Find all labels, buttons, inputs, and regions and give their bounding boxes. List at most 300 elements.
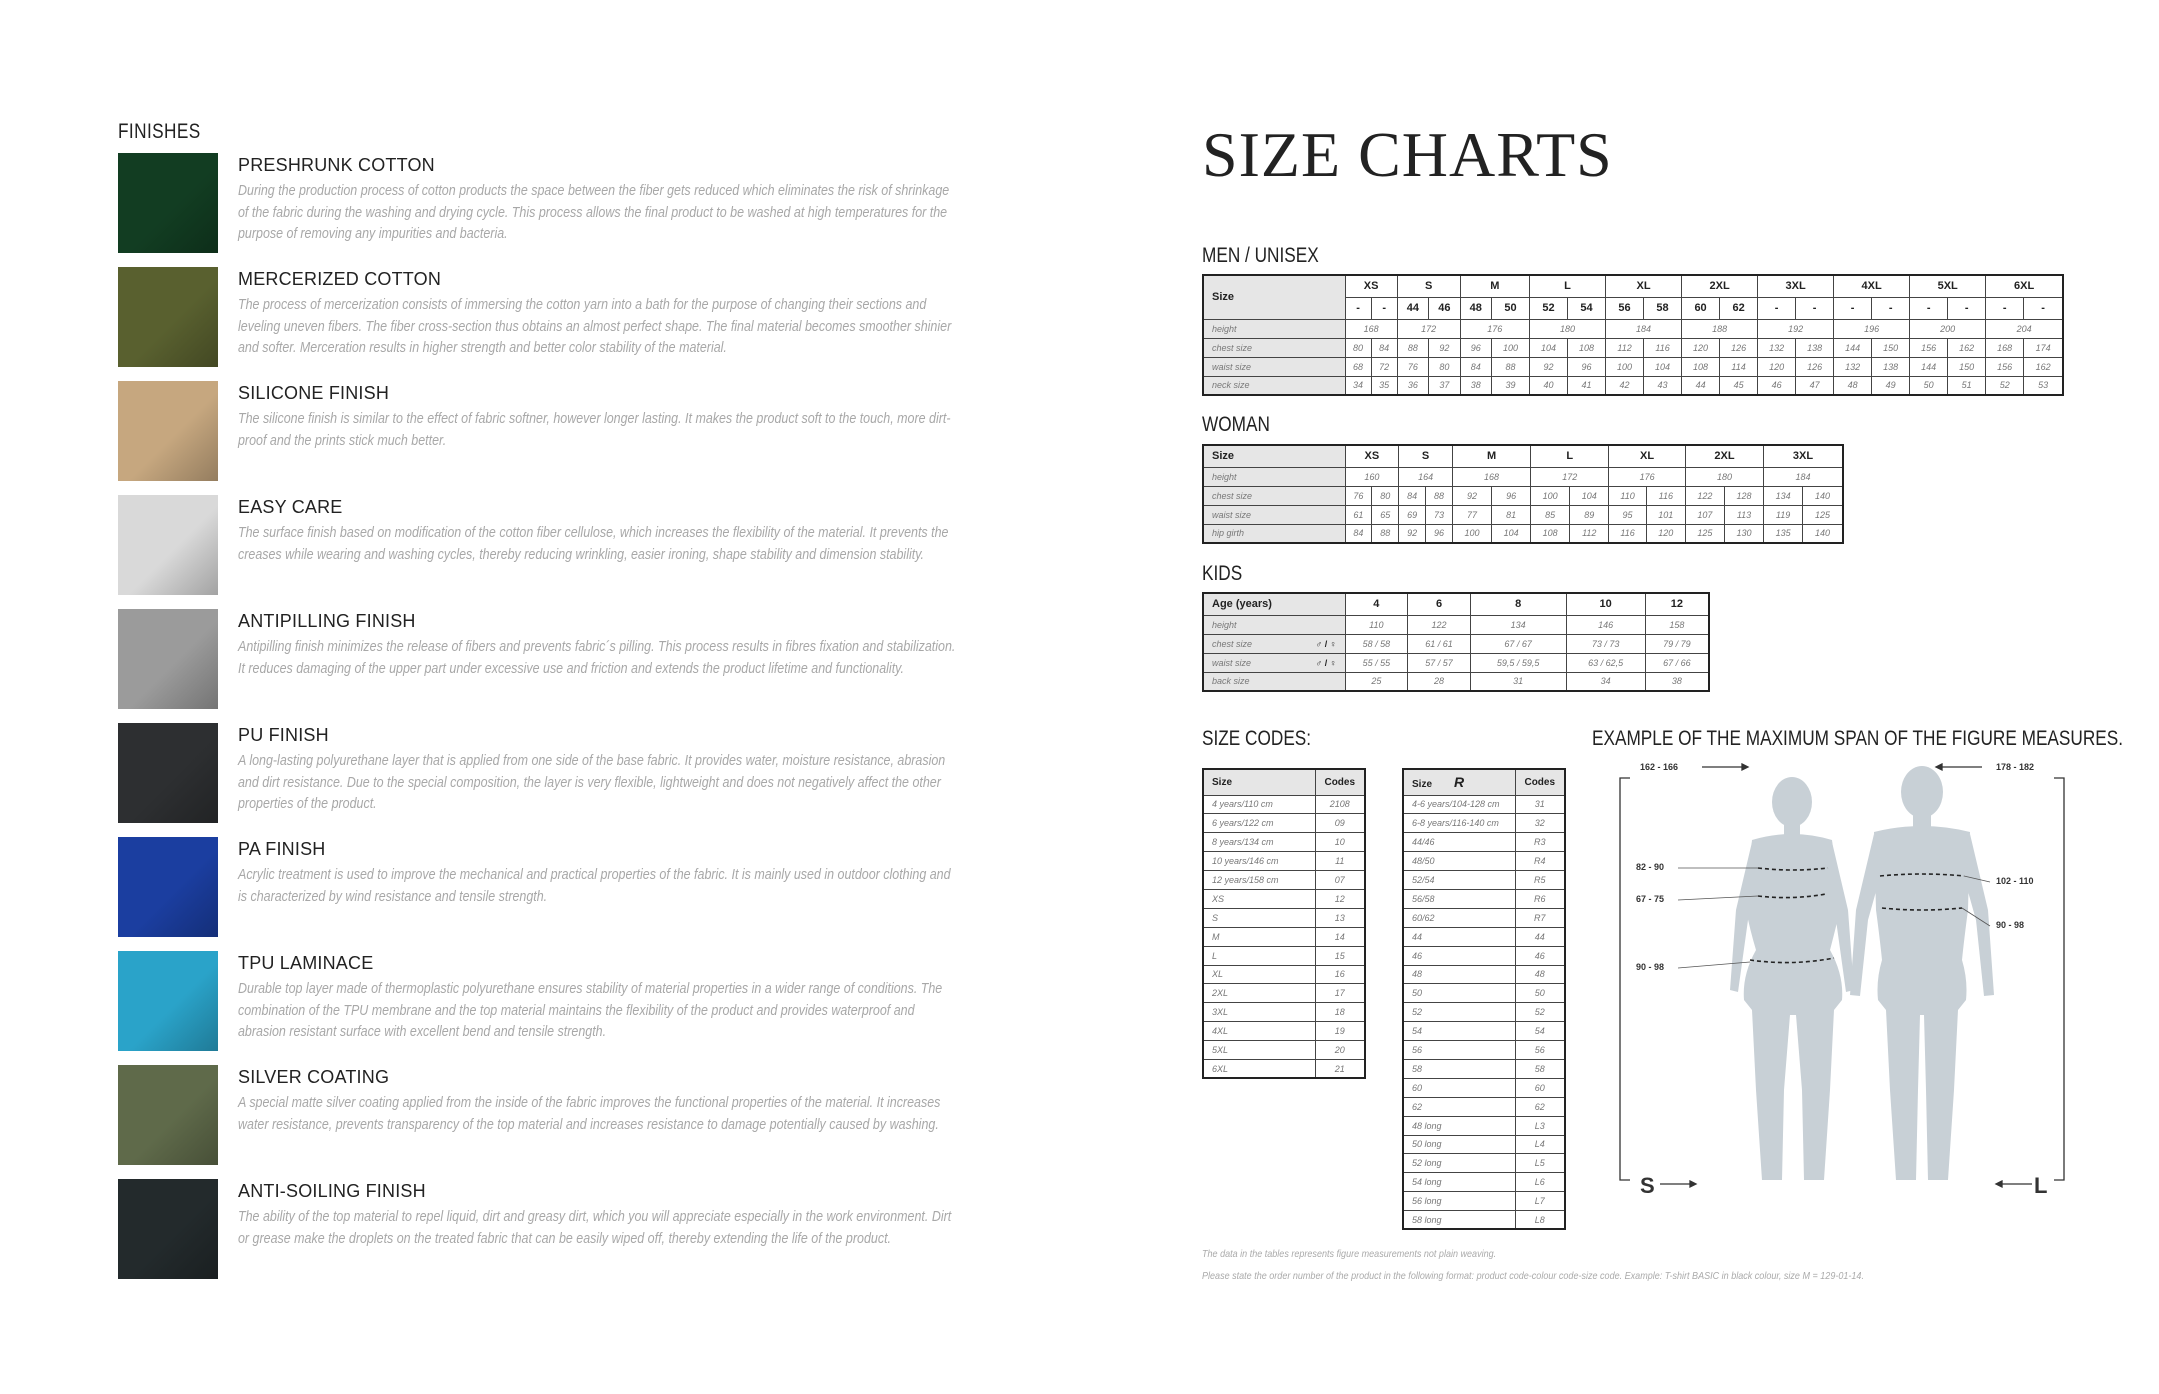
size-header: M bbox=[1452, 445, 1530, 467]
measure-value: 96 bbox=[1492, 486, 1531, 505]
woman-title-text: WOMAN bbox=[1202, 413, 1270, 436]
codes-size: 44 bbox=[1403, 927, 1515, 946]
codes-code: 18 bbox=[1315, 1003, 1365, 1022]
finish-title: TPU LAMINACE bbox=[238, 953, 374, 973]
measure-value: 125 bbox=[1685, 524, 1724, 543]
measure-value: 52 bbox=[1986, 376, 2024, 395]
codes-code: 48 bbox=[1515, 965, 1565, 984]
codes-code: 10 bbox=[1315, 833, 1365, 852]
measure-value: 46 bbox=[1758, 376, 1796, 395]
measure-row bbox=[1203, 319, 2063, 338]
codes-size: 52 bbox=[1403, 1003, 1515, 1022]
measure-value: 96 bbox=[1568, 357, 1606, 376]
codes-code-header: Codes bbox=[1315, 769, 1365, 795]
codes-size: 56 long bbox=[1403, 1192, 1515, 1211]
measure-value: 108 bbox=[1531, 524, 1570, 543]
measure-value: 107 bbox=[1685, 505, 1724, 524]
codes-row bbox=[1403, 927, 1565, 946]
size-codes-table-1 bbox=[1202, 768, 1366, 1079]
finish-item bbox=[118, 837, 958, 937]
measure-value: 43 bbox=[1644, 376, 1682, 395]
codes-row bbox=[1403, 965, 1565, 984]
measure-value: 204 bbox=[1986, 319, 2063, 338]
codes-size: 6 years/122 cm bbox=[1203, 814, 1315, 833]
measure-value: 47 bbox=[1796, 376, 1834, 395]
men-unisex-title-text: MEN / UNISEX bbox=[1202, 244, 1319, 267]
codes-size: 50 long bbox=[1403, 1135, 1515, 1154]
size-header: 3XL bbox=[1758, 275, 1834, 297]
codes-size-header-text: Size bbox=[1412, 779, 1433, 791]
codes-code: 58 bbox=[1515, 1059, 1565, 1078]
codes-code: 15 bbox=[1315, 946, 1365, 965]
codes-code: 54 bbox=[1515, 1022, 1565, 1041]
measure-value: 116 bbox=[1646, 486, 1685, 505]
eu-size: 60 bbox=[1682, 297, 1720, 319]
measure-value: 89 bbox=[1570, 505, 1609, 524]
measure-value: 172 bbox=[1531, 467, 1609, 486]
finish-text bbox=[238, 269, 958, 360]
measure-value: 88 bbox=[1372, 524, 1399, 543]
eu-size: 44 bbox=[1397, 297, 1428, 319]
men-size-table bbox=[1202, 274, 2064, 396]
finish-title: PRESHRUNK COTTON bbox=[238, 155, 435, 175]
measure-value: 112 bbox=[1606, 338, 1644, 357]
eu-size: - bbox=[1986, 297, 2024, 319]
finish-description: The process of mercerization consists of immersing the cotton yarn into a bath for the purpose of changing their sections and leveling uneven fibers. The fiber cross-section thus obtains an almost perfect shape. The final material becomes smoother shinier and softer. Merceration results in higher strength and better color stability of the material. bbox=[238, 297, 952, 356]
size-charts-section bbox=[1202, 0, 2122, 1394]
codes-row bbox=[1403, 1041, 1565, 1060]
measure-value: 196 bbox=[1834, 319, 1910, 338]
finish-text bbox=[238, 725, 958, 816]
measure-value: 95 bbox=[1609, 505, 1646, 524]
measure-value: 36 bbox=[1397, 376, 1428, 395]
measure-value: 25 bbox=[1345, 672, 1408, 691]
size-header: XL bbox=[1606, 275, 1682, 297]
size-header: S bbox=[1399, 445, 1453, 467]
codes-size: XL bbox=[1203, 965, 1315, 984]
codes-row bbox=[1403, 889, 1565, 908]
measure-value: 48 bbox=[1834, 376, 1872, 395]
measure-value: 120 bbox=[1682, 338, 1720, 357]
height-range-woman: 162 - 166 bbox=[1640, 762, 1679, 772]
measure-label-text: hip girth bbox=[1212, 528, 1245, 539]
size-header: 8 bbox=[1470, 593, 1566, 615]
eu-size: - bbox=[1948, 297, 1986, 319]
measure-value: 180 bbox=[1530, 319, 1606, 338]
finish-text bbox=[238, 155, 958, 246]
eu-size: 58 bbox=[1644, 297, 1682, 319]
codes-code: 12 bbox=[1315, 889, 1365, 908]
measure-row bbox=[1203, 524, 1843, 543]
codes-size: 3XL bbox=[1203, 1003, 1315, 1022]
measure-value: 168 bbox=[1986, 338, 2024, 357]
measure-value: 146 bbox=[1566, 615, 1645, 634]
codes-row bbox=[1203, 984, 1365, 1003]
size-header: 4 bbox=[1345, 593, 1408, 615]
measure-value: 41 bbox=[1568, 376, 1606, 395]
codes-code: 56 bbox=[1515, 1041, 1565, 1060]
finish-title: SILICONE FINISH bbox=[238, 383, 390, 403]
measure-label bbox=[1203, 653, 1345, 672]
eu-size: 50 bbox=[1491, 297, 1529, 319]
codes-row bbox=[1203, 1003, 1365, 1022]
eu-size: - bbox=[1371, 297, 1397, 319]
finish-description: During the production process of cotton products the space between the fiber gets reduced which eliminates the risk of shrinkage of the fabric during the washing and drying cycle. This process allows the final product to be washed at high temperatures for the purpose of removing any impurities and bacteria. bbox=[238, 183, 950, 242]
codes-code: L5 bbox=[1515, 1154, 1565, 1173]
finish-description: The ability of the top material to repel liquid, dirt and greasy dirt, which you will appreciate especially in the work environment. Dirt or grease make the droplets on the treated fabric that can be easily wiped off, thereby extending the life of the product. bbox=[238, 1209, 952, 1247]
man-chest-range: 102 - 110 bbox=[1996, 876, 2034, 886]
finish-text bbox=[238, 383, 958, 452]
figure-svg bbox=[1612, 760, 2072, 1200]
measure-value: 160 bbox=[1345, 467, 1399, 486]
codes-size: 62 bbox=[1403, 1097, 1515, 1116]
finish-swatch bbox=[118, 609, 218, 709]
size-header: 2XL bbox=[1685, 445, 1763, 467]
measure-value: 192 bbox=[1758, 319, 1834, 338]
measure-value: 67 / 67 bbox=[1470, 634, 1566, 653]
codes-code: 13 bbox=[1315, 908, 1365, 927]
codes-row bbox=[1403, 833, 1565, 852]
size-header: 2XL bbox=[1682, 275, 1758, 297]
codes-row bbox=[1403, 1192, 1565, 1211]
size-header-row bbox=[1203, 445, 1843, 467]
measure-value: 134 bbox=[1764, 486, 1803, 505]
codes-row bbox=[1203, 1022, 1365, 1041]
codes-code: 11 bbox=[1315, 852, 1365, 871]
finish-text bbox=[238, 1067, 958, 1136]
measure-label bbox=[1203, 634, 1345, 653]
measure-value: 69 bbox=[1399, 505, 1426, 524]
size-header: L bbox=[1530, 275, 1606, 297]
measure-row bbox=[1203, 486, 1843, 505]
measure-value: 156 bbox=[1910, 338, 1948, 357]
measure-value: 168 bbox=[1452, 467, 1530, 486]
measure-value: 45 bbox=[1720, 376, 1758, 395]
measure-value: 42 bbox=[1606, 376, 1644, 395]
codes-size: 2XL bbox=[1203, 984, 1315, 1003]
size-header: XS bbox=[1345, 275, 1397, 297]
measure-value: 57 / 57 bbox=[1408, 653, 1471, 672]
eu-size: 62 bbox=[1720, 297, 1758, 319]
codes-row bbox=[1403, 1211, 1565, 1230]
size-header: L bbox=[1531, 445, 1609, 467]
measure-label-text: waist size bbox=[1212, 361, 1252, 372]
codes-code: L8 bbox=[1515, 1211, 1565, 1230]
measure-value: 88 bbox=[1491, 357, 1529, 376]
codes-size: 52 long bbox=[1403, 1154, 1515, 1173]
measure-value: 180 bbox=[1685, 467, 1763, 486]
measure-value: 140 bbox=[1803, 524, 1843, 543]
woman-size-table bbox=[1202, 444, 1844, 544]
measure-value: 100 bbox=[1491, 338, 1529, 357]
right-bracket bbox=[2054, 778, 2064, 1180]
measure-value: 144 bbox=[1910, 357, 1948, 376]
codes-code: 62 bbox=[1515, 1097, 1565, 1116]
eu-size: 52 bbox=[1530, 297, 1568, 319]
codes-code: L6 bbox=[1515, 1173, 1565, 1192]
codes-code: R6 bbox=[1515, 889, 1565, 908]
measure-label bbox=[1203, 486, 1345, 505]
finish-swatch bbox=[118, 951, 218, 1051]
codes-code: 21 bbox=[1315, 1059, 1365, 1078]
codes-code: 14 bbox=[1315, 927, 1365, 946]
measure-value: 58 / 58 bbox=[1345, 634, 1408, 653]
finish-item bbox=[118, 495, 958, 595]
finish-title: ANTIPILLING FINISH bbox=[238, 611, 416, 631]
measure-value: 38 bbox=[1460, 376, 1491, 395]
codes-row bbox=[1203, 814, 1365, 833]
measure-value: 176 bbox=[1609, 467, 1686, 486]
measure-value: 76 bbox=[1345, 486, 1372, 505]
measure-value: 104 bbox=[1492, 524, 1531, 543]
codes-code: L4 bbox=[1515, 1135, 1565, 1154]
measure-label bbox=[1203, 467, 1345, 486]
measure-label-text: height bbox=[1212, 619, 1237, 630]
eu-size: - bbox=[1796, 297, 1834, 319]
finish-item bbox=[118, 951, 958, 1051]
codes-size: 6XL bbox=[1203, 1059, 1315, 1078]
measure-value: 84 bbox=[1460, 357, 1491, 376]
measure-value: 176 bbox=[1460, 319, 1529, 338]
codes-size: 60 bbox=[1403, 1078, 1515, 1097]
eu-size: - bbox=[1872, 297, 1910, 319]
finish-description: Acrylic treatment is used to improve the mechanical and practical properties of the fabric. It is mainly used in outdoor clothing and is characterized by wind resistance and tensile strength. bbox=[238, 867, 951, 905]
left-bracket bbox=[1620, 778, 1630, 1180]
measure-value: 162 bbox=[1948, 338, 1986, 357]
measure-value: 200 bbox=[1910, 319, 1986, 338]
measure-row bbox=[1203, 505, 1843, 524]
finish-text bbox=[238, 1181, 958, 1250]
measure-value: 80 bbox=[1372, 486, 1399, 505]
finish-title: PA FINISH bbox=[238, 839, 326, 859]
eu-size: 48 bbox=[1460, 297, 1491, 319]
measure-value: 100 bbox=[1531, 486, 1570, 505]
size-header: S bbox=[1397, 275, 1460, 297]
measure-value: 104 bbox=[1530, 338, 1568, 357]
finish-swatch bbox=[118, 1065, 218, 1165]
codes-size-header-text: Size bbox=[1212, 776, 1233, 788]
measure-label bbox=[1203, 338, 1345, 357]
codes-size: 8 years/134 cm bbox=[1203, 833, 1315, 852]
measure-label-text: height bbox=[1212, 471, 1237, 482]
measure-value: 37 bbox=[1429, 376, 1460, 395]
measure-row bbox=[1203, 338, 2063, 357]
codes-code: 31 bbox=[1515, 795, 1565, 814]
measure-value: 110 bbox=[1609, 486, 1646, 505]
codes-row bbox=[1203, 795, 1365, 814]
codes-code: R5 bbox=[1515, 871, 1565, 890]
codes-row bbox=[1403, 852, 1565, 871]
codes-row bbox=[1403, 795, 1565, 814]
codes-code-header: Codes bbox=[1515, 769, 1565, 795]
corner-label: Size bbox=[1203, 445, 1345, 467]
measure-value: 135 bbox=[1764, 524, 1803, 543]
measure-value: 184 bbox=[1606, 319, 1682, 338]
measure-value: 67 / 66 bbox=[1645, 653, 1709, 672]
codes-row bbox=[1403, 1022, 1565, 1041]
codes-size: 58 bbox=[1403, 1059, 1515, 1078]
measure-value: 101 bbox=[1646, 505, 1685, 524]
finish-text bbox=[238, 839, 958, 908]
measure-value: 88 bbox=[1426, 486, 1453, 505]
codes-code: 2108 bbox=[1315, 795, 1365, 814]
finish-item bbox=[118, 153, 958, 253]
measure-value: 92 bbox=[1452, 486, 1491, 505]
corner-label: Age (years) bbox=[1203, 593, 1345, 615]
size-header: 4XL bbox=[1834, 275, 1910, 297]
measure-value: 80 bbox=[1429, 357, 1460, 376]
size-large-label: L bbox=[2034, 1173, 2048, 1198]
size-codes-title bbox=[1202, 727, 1335, 751]
finish-item bbox=[118, 381, 958, 481]
measure-row bbox=[1203, 653, 1709, 672]
codes-row bbox=[1403, 1173, 1565, 1192]
measure-value: 31 bbox=[1470, 672, 1566, 691]
codes-size: 52/54 bbox=[1403, 871, 1515, 890]
measure-value: 120 bbox=[1646, 524, 1685, 543]
finish-description: A special matte silver coating applied from the inside of the fabric improves the functional properties of the material. It increases water resistance, prevents transparency of the top material and increases resistance to damage potentially caused by washing. bbox=[238, 1095, 941, 1133]
codes-row bbox=[1203, 871, 1365, 890]
measure-value: 116 bbox=[1609, 524, 1646, 543]
eu-size: 54 bbox=[1568, 297, 1606, 319]
woman-hip-range: 90 - 98 bbox=[1636, 962, 1665, 972]
measure-value: 61 / 61 bbox=[1408, 634, 1471, 653]
measure-value: 108 bbox=[1682, 357, 1720, 376]
finish-title: MERCERIZED COTTON bbox=[238, 269, 442, 289]
measure-value: 172 bbox=[1397, 319, 1460, 338]
codes-code: 50 bbox=[1515, 984, 1565, 1003]
measure-value: 108 bbox=[1568, 338, 1606, 357]
codes-size: 48/50 bbox=[1403, 852, 1515, 871]
codes-size: 12 years/158 cm bbox=[1203, 871, 1315, 890]
measure-value: 126 bbox=[1796, 357, 1834, 376]
measure-value: 38 bbox=[1645, 672, 1709, 691]
measure-value: 122 bbox=[1408, 615, 1471, 634]
finish-text bbox=[238, 953, 958, 1044]
codes-code: 46 bbox=[1515, 946, 1565, 965]
eu-size: - bbox=[2024, 297, 2063, 319]
measure-label-text: height bbox=[1212, 323, 1237, 334]
measure-value: 116 bbox=[1644, 338, 1682, 357]
codes-size: 56 bbox=[1403, 1041, 1515, 1060]
size-charts-title: SIZE CHARTS bbox=[1202, 119, 1613, 190]
finishes-title bbox=[118, 120, 958, 144]
measure-label bbox=[1203, 524, 1345, 543]
measure-value: 63 / 62,5 bbox=[1566, 653, 1645, 672]
codes-size: 6-8 years/116-140 cm bbox=[1403, 814, 1515, 833]
finish-swatch bbox=[118, 1179, 218, 1279]
finishes-section bbox=[118, 120, 958, 1247]
size-header: XL bbox=[1609, 445, 1686, 467]
measure-value: 76 bbox=[1397, 357, 1428, 376]
measure-row bbox=[1203, 467, 1843, 486]
size-codes-title-text: SIZE CODES: bbox=[1202, 727, 1312, 750]
finishes-title-text: FINISHES bbox=[118, 120, 201, 143]
measure-value: 68 bbox=[1345, 357, 1371, 376]
codes-code: 32 bbox=[1515, 814, 1565, 833]
measure-value: 138 bbox=[1796, 338, 1834, 357]
woman-title bbox=[1202, 413, 1285, 437]
measure-label-text: chest size bbox=[1212, 490, 1253, 501]
measure-label-text: chest size bbox=[1212, 342, 1253, 353]
codes-code: 19 bbox=[1315, 1022, 1365, 1041]
codes-code: R7 bbox=[1515, 908, 1565, 927]
measure-value: 164 bbox=[1399, 467, 1453, 486]
measure-value: 138 bbox=[1872, 357, 1910, 376]
measure-value: 49 bbox=[1872, 376, 1910, 395]
measure-value: 84 bbox=[1345, 524, 1372, 543]
measure-value: 84 bbox=[1399, 486, 1426, 505]
measure-label bbox=[1203, 615, 1345, 634]
codes-row bbox=[1403, 814, 1565, 833]
finish-text bbox=[238, 611, 958, 680]
finish-description: Durable top layer made of thermoplastic polyurethane ensures stability of material properties in a wider range of conditions. The combination of the TPU membrane and the top material maintains the flexibility of the product and provides waterproof and abrasion resistant surface with excellent bend and tensile strength. bbox=[238, 981, 943, 1040]
measure-value: 140 bbox=[1803, 486, 1843, 505]
measure-value: 44 bbox=[1682, 376, 1720, 395]
finish-title: PU FINISH bbox=[238, 725, 329, 745]
woman-chest-range: 82 - 90 bbox=[1636, 862, 1665, 872]
codes-code: L3 bbox=[1515, 1116, 1565, 1135]
measure-value: 104 bbox=[1570, 486, 1609, 505]
measure-label bbox=[1203, 357, 1345, 376]
measure-value: 73 bbox=[1426, 505, 1453, 524]
size-header-row bbox=[1203, 275, 2063, 297]
codes-size: 48 bbox=[1403, 965, 1515, 984]
codes-row bbox=[1203, 946, 1365, 965]
footnote-1: The data in the tables represents figure measurements not plain weaving. bbox=[1202, 1248, 1497, 1260]
codes-code: 52 bbox=[1515, 1003, 1565, 1022]
eu-size: - bbox=[1758, 297, 1796, 319]
measure-value: 92 bbox=[1429, 338, 1460, 357]
codes-code: 44 bbox=[1515, 927, 1565, 946]
measure-label bbox=[1203, 319, 1345, 338]
measure-value: 174 bbox=[2024, 338, 2063, 357]
kids-size-table bbox=[1202, 592, 1710, 692]
measure-value: 132 bbox=[1758, 338, 1796, 357]
measure-label bbox=[1203, 505, 1345, 524]
size-header: 10 bbox=[1566, 593, 1645, 615]
measure-value: 34 bbox=[1566, 672, 1645, 691]
codes-row bbox=[1403, 908, 1565, 927]
measure-value: 119 bbox=[1764, 505, 1803, 524]
gender-icon: ♂ / ♀ bbox=[1315, 638, 1337, 649]
codes-size: 46 bbox=[1403, 946, 1515, 965]
measure-value: 92 bbox=[1530, 357, 1568, 376]
codes-size: 54 long bbox=[1403, 1173, 1515, 1192]
measure-value: 80 bbox=[1345, 338, 1371, 357]
size-header: M bbox=[1460, 275, 1529, 297]
eu-size: - bbox=[1910, 297, 1948, 319]
codes-row bbox=[1203, 889, 1365, 908]
codes-code: L7 bbox=[1515, 1192, 1565, 1211]
measure-value: 114 bbox=[1720, 357, 1758, 376]
codes-code: 60 bbox=[1515, 1078, 1565, 1097]
codes-header-row bbox=[1203, 769, 1365, 795]
codes-size-header bbox=[1403, 769, 1515, 795]
measure-value: 96 bbox=[1460, 338, 1491, 357]
codes-code: 16 bbox=[1315, 965, 1365, 984]
height-range-man: 178 - 182 bbox=[1996, 762, 2035, 772]
measure-value: 188 bbox=[1682, 319, 1758, 338]
measure-row bbox=[1203, 634, 1709, 653]
measure-value: 35 bbox=[1371, 376, 1397, 395]
men-unisex-title bbox=[1202, 244, 1344, 268]
codes-row bbox=[1203, 927, 1365, 946]
codes-header-row bbox=[1403, 769, 1565, 795]
measure-label bbox=[1203, 672, 1345, 691]
measure-row bbox=[1203, 376, 2063, 395]
measure-value: 126 bbox=[1720, 338, 1758, 357]
